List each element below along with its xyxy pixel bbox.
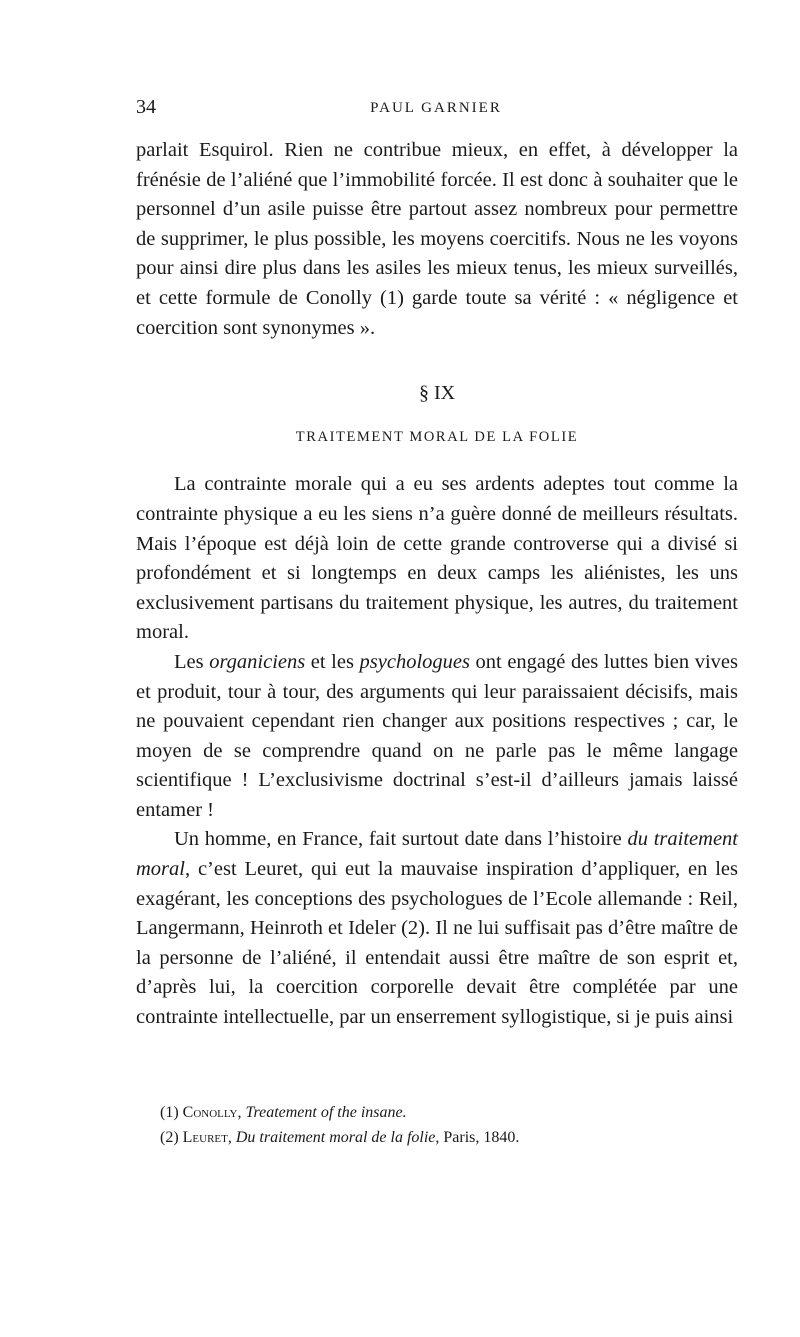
paragraph <box>136 825 738 1032</box>
footnote-1 <box>160 1100 740 1125</box>
section-title: TRAITEMENT MORAL DE LA FOLIE <box>295 428 579 445</box>
footnote-number: (1) <box>160 1104 183 1121</box>
footnote-separator: , <box>227 1129 236 1146</box>
running-header <box>136 96 736 122</box>
text-run: ont engagé des luttes bien vives et produit, tour à tour, des arguments qui leur paraissaient décisifs, mais ne pouvaient cependant rien changer aux positions respectives ; car, le moyen de se comprendre quand on ne parle pas le même langage scientifique ! L’exclusivisme doctrinal s’est-il d’ailleurs jamais laissé entamer ! <box>136 650 738 821</box>
italic-term: du traitement moral <box>136 828 738 881</box>
text-run: et les <box>305 650 360 673</box>
italic-term: psychologues <box>359 650 470 673</box>
paragraph: La contrainte morale qui a eu ses ardents adeptes tout comme la contrainte physique a eu les siens n’a guère donné de meilleurs résultats. Mais l’époque est déjà loin de cette grande controverse qui a divisé si profondément et si longtemps en deux camps les aliénistes, les uns exclusivement partisans du traitement physique, les autres, du traitement moral. <box>136 473 738 644</box>
footnote-author: Conolly <box>182 1104 238 1121</box>
page-number: 34 <box>136 96 156 118</box>
footnote-number: (2) <box>160 1129 183 1146</box>
footnote-separator: , <box>237 1104 246 1121</box>
footnote-tail: , Paris, 1840. <box>435 1129 520 1146</box>
footnote-2 <box>160 1125 740 1150</box>
text-run: Un homme, en France, fait surtout date dans l’histoire <box>174 828 628 851</box>
italic-term: organiciens <box>209 650 306 673</box>
footnotes <box>160 1100 740 1150</box>
running-title: PAUL GARNIER <box>370 100 502 116</box>
body-text <box>136 136 738 1033</box>
paragraph <box>136 648 738 826</box>
section-number: § IX <box>418 382 456 405</box>
footnote-title: Du traitement moral de la folie <box>235 1129 436 1146</box>
text-run: Les <box>174 650 210 673</box>
footnote-author: Leuret <box>182 1129 228 1146</box>
footnote-title: Treatement of the insane. <box>245 1104 407 1121</box>
text-run: , c’est Leuret, qui eut la mauvaise inspiration d’appliquer, en les exagérant, les conceptions des psychologues de l’Ecole allemande : Reil, Langermann, Heinroth et Ideler (2). Il ne lui suffisait pas d’être maître de la personne de l’aliéné, il entendait aussi être maître de son esprit et, d’après lui, la coercition corporelle devait être complétée par une contrainte intellectuelle, par un enserrement syllogistique, si je puis ainsi <box>136 858 738 1029</box>
paragraph-continuation: parlait Esquirol. Rien ne contribue mieux, en effet, à développer la frénésie de l’aliéné que l’immobilité forcée. Il est donc à souhaiter que le personnel d’un asile puisse être partout assez nombreux pour permettre de supprimer, le plus possible, les moyens coercitifs. Nous ne les voyons pour ainsi dire plus dans les asiles les mieux tenus, les mieux surveillés, et cette formule de Conolly (1) garde toute sa vérité : « négligence et coercition sont synonymes ». <box>136 139 738 339</box>
